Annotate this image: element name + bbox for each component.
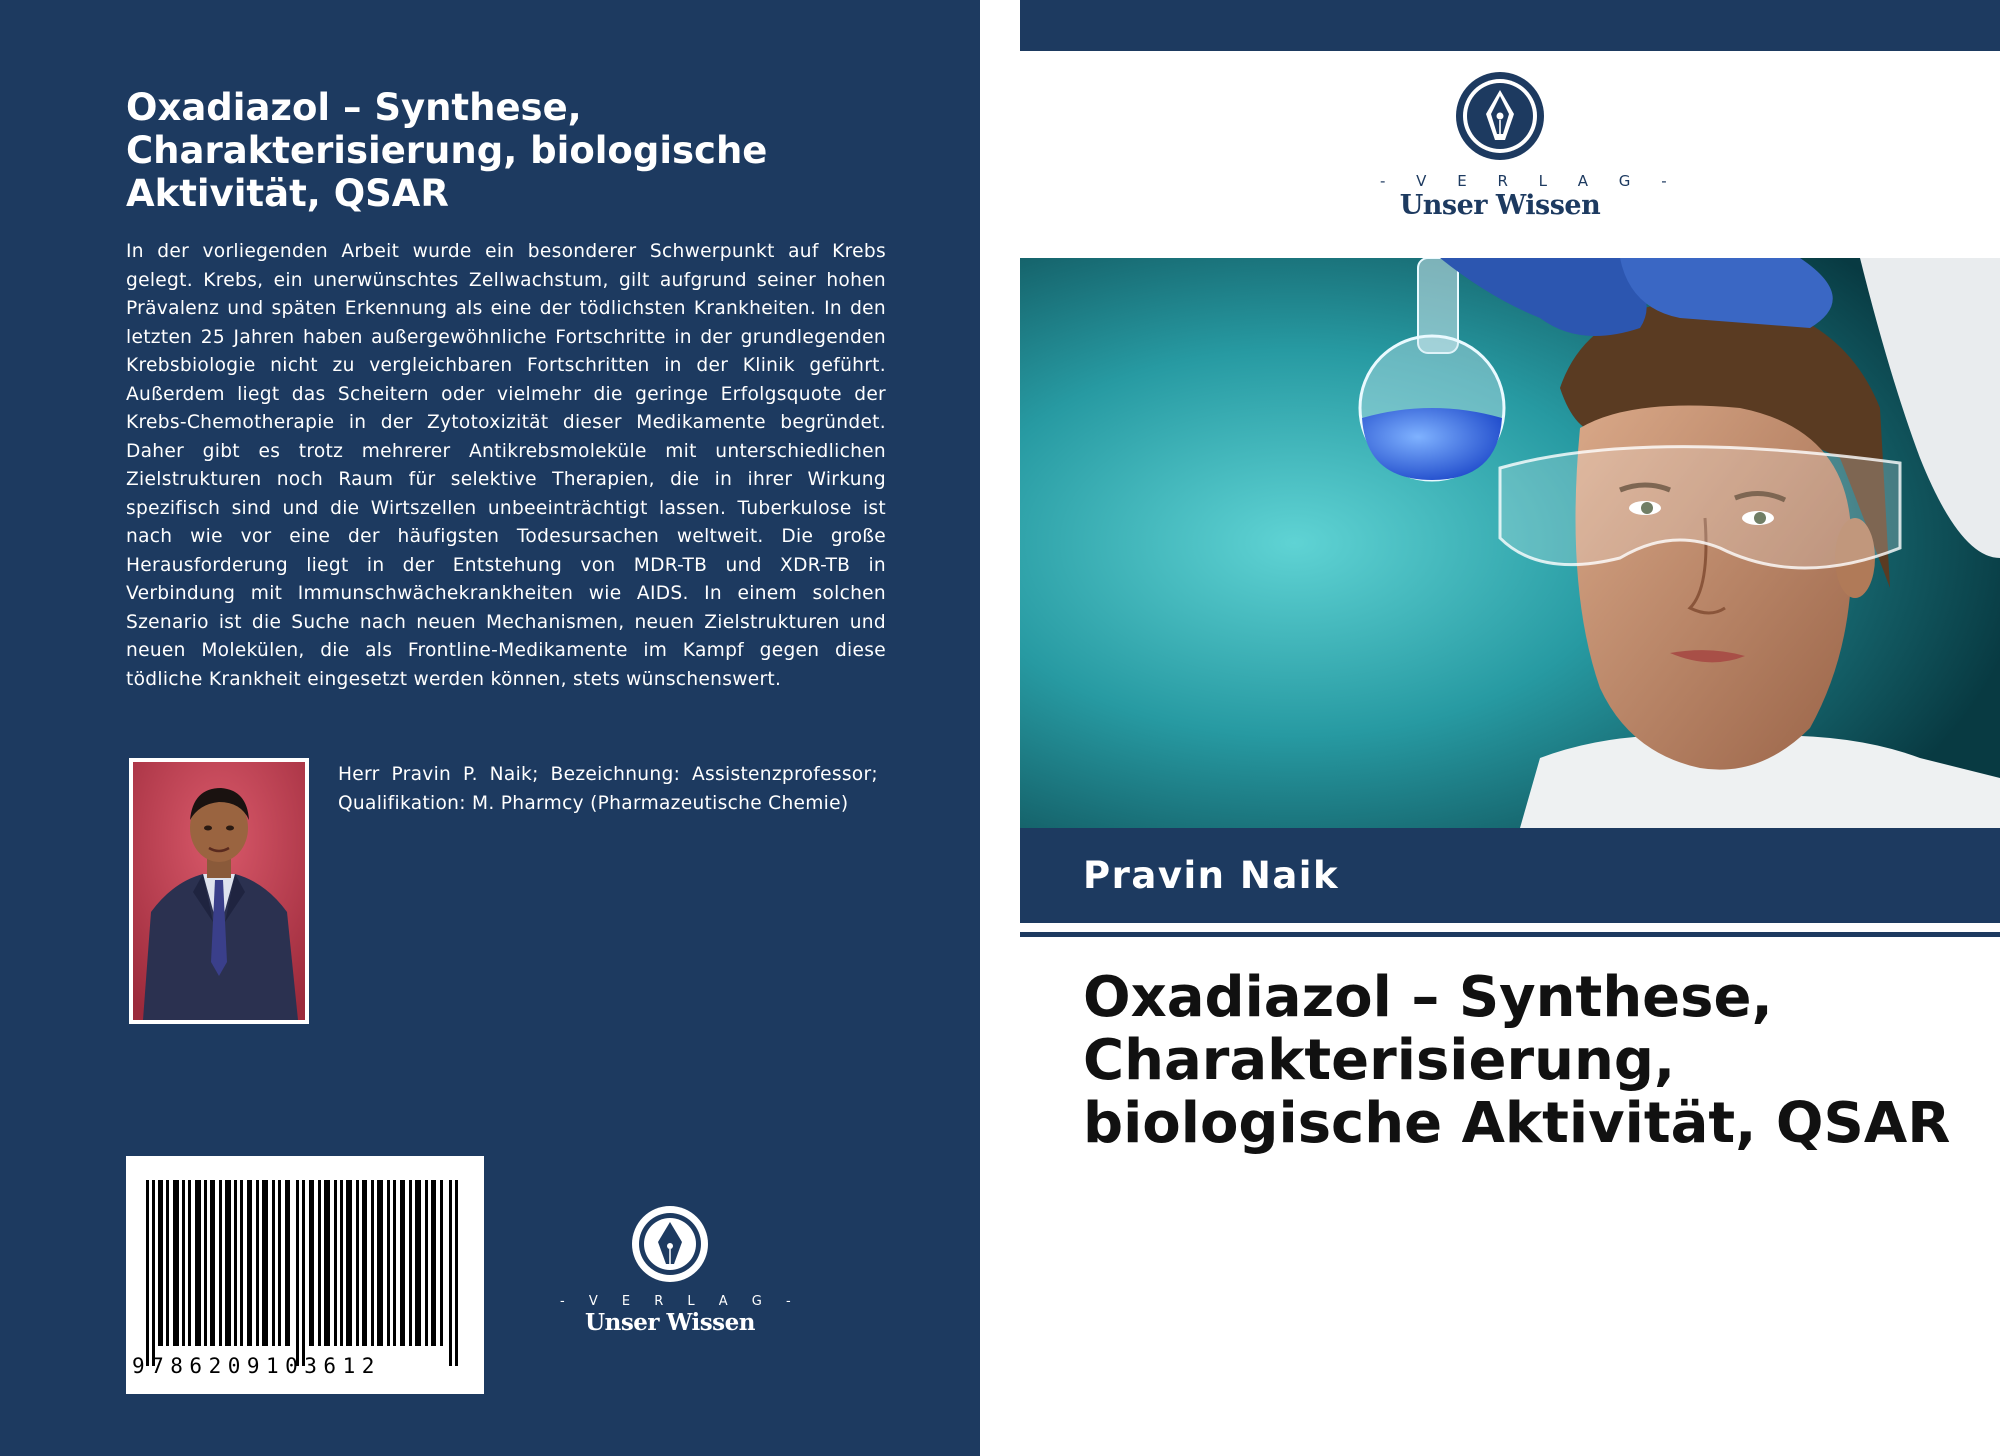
fountain-pen-nib-seal-icon	[630, 1204, 710, 1284]
front-cover-title: Oxadiazol – Synthese, Charakterisierung, biologische Aktivität, QSAR	[1083, 965, 1951, 1156]
author-portrait-illustration	[133, 762, 305, 1020]
author-photo	[129, 758, 309, 1024]
back-publisher-verlag: - V E R L A G -	[560, 1294, 801, 1309]
author-rule	[1020, 932, 2000, 937]
back-publisher-name: Unser Wissen	[585, 1309, 755, 1336]
back-cover-abstract: In der vorliegenden Arbeit wurde ein besonderer Schwerpunkt auf Krebs gelegt. Krebs, ein unerwünschtes Zellwachstum, gilt aufgrund seiner hohen Prävalenz und späten Erkennung als eine der tödlichsten Krankheiten. In den letzten 25 Jahren haben außergewöhnliche Fortschritte in der grundlegenden Krebsbiologie nicht zu vergleichbaren Fortschritten in der Klinik geführt. Außerdem liegt das Scheitern oder vielmehr die geringe Erfolgsquote der Krebs-Chemotherapie in der Zytotoxizität dieser Medikamente begründet. Daher gibt es trotz mehrerer Antikrebsmoleküle mit unterschiedlichen Zielstrukturen noch Raum für selektive Therapien, die in ihrer Wirkung spezifisch sind und die Wirtszellen unbeeinträchtigt lassen. Tuberkulose ist nach wie vor eine der häufigsten Todesursachen weltweit. Die große Herausforderung liegt in der Entstehung von MDR-TB und XDR-TB in Verbindung mit Immunschwächekrankheiten wie AIDS. In einem solchen Szenario ist die Suche nach neuen Mechanismen, neuen Zielstrukturen und neuen Molekülen, die als Frontline-Medikamente im Kampf gegen diese tödliche Krankheit eingesetzt werden können, stets wünschenswert.	[126, 241, 886, 690]
back-cover-title: Oxadiazol – Synthese, Charakterisierung, biologische Aktivität, QSAR	[126, 86, 768, 215]
back-cover	[0, 0, 980, 1456]
front-publisher-verlag: - V E R L A G -	[1380, 172, 1680, 190]
isbn-barcode	[126, 1156, 484, 1394]
barcode-bars	[146, 1180, 466, 1366]
front-publisher-name: Unser Wissen	[1399, 190, 1601, 221]
author-bio: Herr Pravin P. Naik; Bezeichnung: Assistenzprofessor; Qualifikation: M. Pharmcy (Pharmazeutische Chemie)	[338, 764, 878, 814]
cover-photo	[1020, 258, 2000, 828]
author-band	[1020, 828, 2000, 923]
barcode-digits: 9786209103612	[132, 1354, 381, 1378]
front-publisher-logo	[1380, 70, 1680, 221]
scientist-with-flask-illustration	[1020, 258, 2000, 828]
spine-gap	[980, 0, 1020, 1456]
back-publisher-logo	[560, 1204, 801, 1336]
author-name: Pravin Naik	[1083, 854, 1340, 897]
fountain-pen-nib-seal-icon	[1454, 70, 1546, 162]
front-top-band	[1020, 0, 2000, 51]
